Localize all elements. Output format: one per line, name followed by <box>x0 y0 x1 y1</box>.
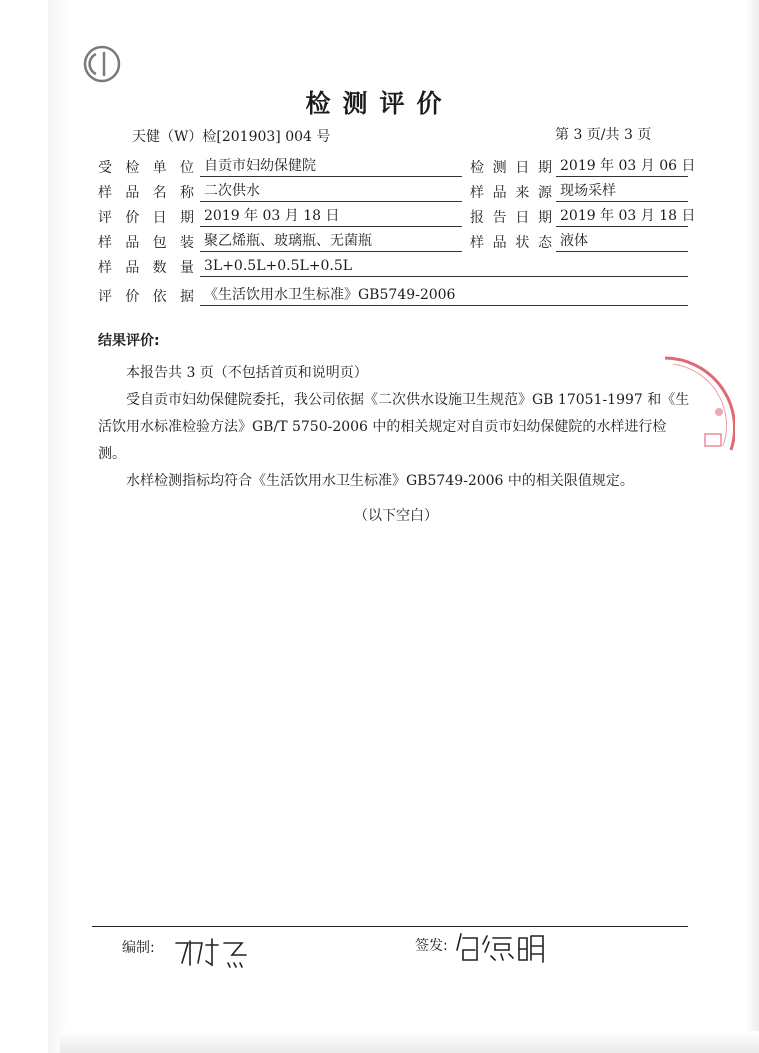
page-shadow-bottom <box>60 1031 759 1053</box>
info-row-packaging <box>98 229 690 254</box>
label-char: 数 <box>152 260 167 276</box>
info-row-basis <box>98 283 690 308</box>
label-char: 样 <box>470 235 484 251</box>
info-row-sample-name <box>98 179 690 204</box>
label-char: 单 <box>152 160 167 176</box>
label-sample-source <box>470 182 552 202</box>
label-char: 价 <box>125 289 140 305</box>
label-char: 日 <box>152 210 167 226</box>
label-sample-state <box>470 232 552 252</box>
value-sample-name: 二次供水 <box>200 180 462 202</box>
label-char: 依 <box>152 289 167 305</box>
result-paragraph-pages: 本报告共 3 页（不包括首页和说明页） <box>126 365 368 381</box>
label-char: 价 <box>125 210 140 226</box>
label-char: 态 <box>537 235 552 251</box>
result-paragraph-conclusion: 水样检测指标均符合《生活饮用水卫生标准》GB5749-2006 中的相关限值规定。 <box>126 473 634 489</box>
info-row-eval-date <box>98 204 696 229</box>
value-sample-state: 液体 <box>556 230 688 252</box>
value-packaging: 聚乙烯瓶、玻璃瓶、无菌瓶 <box>200 230 462 252</box>
issuer-signature <box>455 930 547 966</box>
result-heading: 结果评价: <box>98 333 160 349</box>
label-char: 评 <box>98 289 112 305</box>
editor-signature <box>172 935 252 971</box>
editor-label: 编制: <box>122 940 155 956</box>
value-eval-basis: 《生活饮用水卫生标准》GB5749-2006 <box>200 284 688 306</box>
label-packaging <box>98 232 194 252</box>
label-char: 名 <box>152 185 167 201</box>
page-shadow-right <box>745 0 759 1053</box>
label-char: 日 <box>515 160 530 176</box>
label-char: 状 <box>515 235 530 251</box>
label-sample-name <box>98 182 194 202</box>
value-eval-date: 2019 年 03 月 18 日 <box>200 205 462 227</box>
document-title: 检测评价 <box>305 89 454 118</box>
label-char: 告 <box>492 210 507 226</box>
signature-divider <box>92 926 688 927</box>
value-test-date: 2019 年 03 月 06 日 <box>556 155 688 177</box>
page-shadow-left <box>48 0 68 1053</box>
label-char: 报 <box>470 210 484 226</box>
label-char: 来 <box>515 185 530 201</box>
label-char: 样 <box>98 235 112 251</box>
label-char: 期 <box>537 160 552 176</box>
label-char: 源 <box>537 185 552 201</box>
value-report-date: 2019 年 03 月 18 日 <box>556 205 688 227</box>
label-eval-date <box>98 207 194 227</box>
label-char: 样 <box>98 260 112 276</box>
label-char: 样 <box>98 185 112 201</box>
label-char: 称 <box>179 185 194 201</box>
label-client-unit <box>98 157 194 177</box>
label-char: 期 <box>179 210 194 226</box>
label-char: 包 <box>152 235 167 251</box>
sample-info-table <box>98 154 696 308</box>
label-char: 装 <box>179 235 194 251</box>
label-char: 品 <box>125 185 140 201</box>
label-char: 品 <box>125 260 140 276</box>
label-char: 期 <box>537 210 552 226</box>
value-quantity: 3L+0.5L+0.5L+0.5L <box>200 255 688 277</box>
label-quantity <box>98 257 194 277</box>
label-eval-basis <box>98 286 194 306</box>
label-char: 样 <box>470 185 484 201</box>
label-char: 品 <box>492 235 507 251</box>
label-char: 评 <box>98 210 112 226</box>
label-char: 位 <box>179 160 194 176</box>
result-paragraph-basis: 受自贡市妇幼保健院委托，我公司依据《二次供水设施卫生规范》GB 17051-1997 和《生活饮用水标准检验方法》GB/T 5750-2006 中的相关规定对自贡市妇幼保健院的水样进行检测。 <box>98 392 690 462</box>
label-char: 日 <box>515 210 530 226</box>
label-test-date <box>470 157 552 177</box>
label-char: 测 <box>492 160 507 176</box>
value-client-unit: 自贡市妇幼保健院 <box>200 155 462 177</box>
issuer-label: 签发: <box>415 938 448 954</box>
label-char: 检 <box>125 160 140 176</box>
page-indicator: 第 3 页/共 3 页 <box>555 127 652 143</box>
report-number: 天健（W）检[201903] 004 号 <box>132 129 331 145</box>
label-char: 受 <box>98 160 112 176</box>
info-row-client <box>98 154 696 179</box>
result-section <box>98 330 694 529</box>
company-seal-stamp <box>655 350 735 460</box>
label-char: 据 <box>179 289 194 305</box>
label-char: 品 <box>125 235 140 251</box>
label-char: 量 <box>179 260 194 276</box>
company-logo-icon <box>82 44 122 84</box>
label-char: 品 <box>492 185 507 201</box>
value-sample-source: 现场采样 <box>556 180 688 202</box>
info-row-quantity <box>98 254 690 279</box>
blank-below-note: （以下空白） <box>354 508 438 524</box>
label-report-date <box>470 207 552 227</box>
label-char: 检 <box>470 160 484 176</box>
